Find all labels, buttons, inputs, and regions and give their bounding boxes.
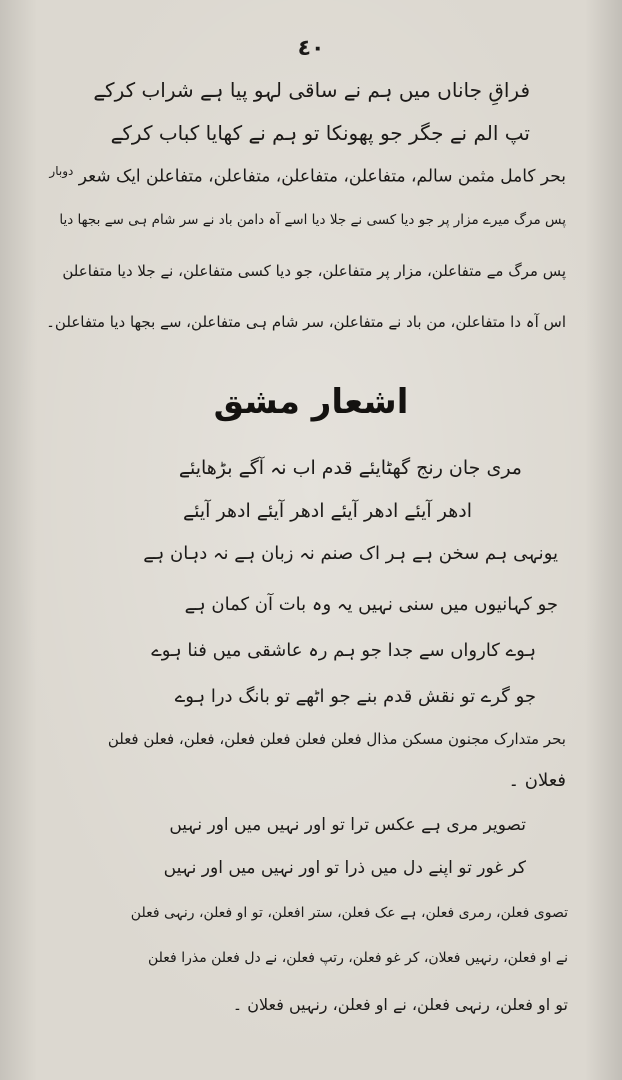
practice-verse-line: یونہی ہم سخن ہے ہر اک صنم نہ زبان ہے نہ دہان ہے bbox=[143, 543, 558, 564]
page-number: ٤٠ bbox=[297, 36, 325, 61]
scansion-line: اس آہ دا متفاعلن، من باد نے متفاعلن، سر شام ہی متفاعلن، سے بجھا دیا متفاعلن۔ bbox=[46, 313, 566, 331]
verse-line: تپ الم نے جگر جو پھونکا تو ہم نے کھایا کباب کرکے bbox=[110, 121, 530, 145]
scansion-line: پس مرگ مے متفاعلن، مزار پر متفاعلن، جو دیا کسی متفاعلن، نے جلا دیا متفاعلن bbox=[62, 262, 566, 280]
meter-label-line bbox=[49, 164, 566, 187]
practice-verse-line: جو کہانیوں میں سنی نہیں یہ وہ بات آن کمان ہے bbox=[184, 594, 558, 615]
practice-verse-line: ہوے کارواں سے جدا جو ہم رہ عاشقی میں فنا ہوے bbox=[151, 640, 536, 661]
meter-label-line: بحر متدارک مجنون مسکن مذال فعلن فعلن فعلن فعلن، فعلن، فعلن فعلن bbox=[107, 730, 566, 748]
practice-verse-line: مری جان رنج گھٹایئے قدم اب نہ آگے بڑھایئے bbox=[178, 457, 522, 479]
practice-verse-line: تصویر مری ہے عکس ترا تو اور نہیں میں اور نہیں bbox=[169, 815, 526, 835]
scansion-line: تصوی فعلن، رمری فعلن، ہے عک فعلن، ستر افعلن، تو او فعلن، رنہی فعلن bbox=[130, 905, 568, 921]
section-heading: اشعار مشق bbox=[213, 382, 409, 422]
meter-label-text: بحر کامل مثمن سالم، متفاعلن، متفاعلن، متفاعلن، متفاعلن ایک شعر bbox=[78, 166, 566, 187]
scansion-line: تو او فعلن، رنہی فعلن، نے او فعلن، رنہیں فعلان ۔ bbox=[232, 995, 568, 1014]
verse-line: فراقِ جاناں میں ہم نے ساقی لہو پیا ہے شراب کرکے bbox=[93, 78, 530, 102]
practice-verse-line: جو گرے تو نقش قدم بنے جو اٹھے تو بانگ درا ہوے bbox=[174, 686, 536, 707]
practice-verse-line: ادھر آیئے ادھر آیئے ادھر آیئے ادھر آیئے bbox=[183, 500, 472, 522]
verse-line: پس مرگ میرے مزار پر جو دیا کسی نے جلا دیا اسے آہ دامن باد نے سر شام ہی سے بجھا دیا bbox=[59, 212, 566, 228]
scansion-line: نے او فعلن، رنہیں فعلان، کر غو فعلن، رتپ فعلن، نے دل فعلن مذرا فعلن bbox=[148, 950, 568, 966]
meter-label-line: فعلان ۔ bbox=[508, 770, 566, 791]
practice-verse-line: کر غور تو اپنے دل میں ذرا تو اور نہیں میں اور نہیں bbox=[163, 858, 526, 878]
side-note: دوبار bbox=[49, 164, 74, 178]
